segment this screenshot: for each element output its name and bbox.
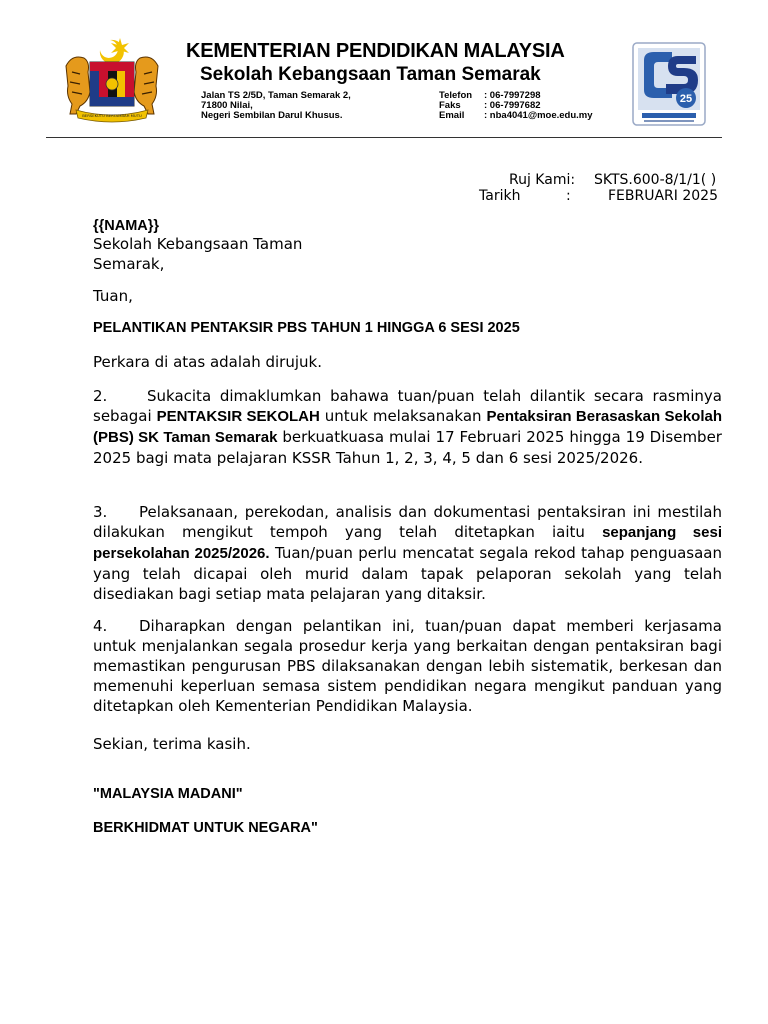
contact-label-telefon: Telefon (439, 90, 473, 101)
paragraph-number: 3. (93, 503, 108, 521)
ministry-name: KEMENTERIAN PENDIDIKAN MALAYSIA (186, 40, 565, 62)
contact-value-telefon: : 06-7997298 (484, 90, 541, 101)
contact-labels (439, 91, 472, 121)
reference-row (478, 172, 728, 188)
motto-malaysia-madani: "MALAYSIA MADANI" (93, 786, 243, 802)
paragraph-4: 4. Diharapkan dengan pelantikan ini, tuan/puan dapat memberi kerjasama untuk menjalankan segala prosedur kerja yang berkaitan dengan pentaksiran bagi memastikan pengurusan PBS dilaksanakan dengan lebih sistematik, berkesan dan memenuhi keperluan semasa sistem pendidikan negara mengikut panduan yang ditetapkan oleh Kementerian Pendidikan Malaysia. (93, 617, 722, 715)
letter-subject: PELANTIKAN PENTAKSIR PBS TAHUN 1 HINGGA 6 SESI 2025 (93, 320, 520, 336)
address-line: 71800 Nilai, (201, 100, 253, 111)
tarikh-value: FEBRUARI 2025 (608, 188, 718, 204)
tarikh-separator: : (566, 188, 571, 204)
reference-block (478, 172, 728, 204)
contact-value-faks: : 06-7997682 (484, 100, 541, 111)
contact-label-faks: Faks (439, 100, 461, 111)
salutation: Tuan, (93, 287, 133, 305)
svg-text:25: 25 (679, 93, 693, 105)
ruj-label: Ruj Kami: (509, 172, 576, 188)
date-row (478, 188, 728, 204)
paragraph-2: 2. Sukacita dimaklumkan bahawa tuan/puan telah dilantik secara rasminya sebagai PENTAKSIR SEKOLAH untuk melaksanakan Pentaksiran Berasaskan Sekolah (PBS) SK Taman Semarak berkuatkuasa mulai 17 Februari 2025 hingga 19 Disember 2025 bagi mata pelajaran KSSR Tahun 1, 2, 3, 4, 5 dan 6 sesi 2025/2026. (93, 387, 722, 467)
closing-line: Sekian, terima kasih. (93, 735, 251, 753)
motto-berkhidmat: BERKHIDMAT UNTUK NEGARA" (93, 820, 318, 836)
recipient-name: {{NAMA}} (93, 218, 160, 234)
address-line: Jalan TS 2/5D, Taman Semarak 2, (201, 90, 351, 101)
contact-value-email: : nba4041@moe.edu.my (484, 110, 593, 121)
address-line: Negeri Sembilan Darul Khusus. (201, 110, 343, 121)
school-address (201, 91, 351, 121)
contact-label-email: Email (439, 110, 465, 121)
paragraph-number: 4. (93, 617, 108, 635)
ruj-value: SKTS.600-8/1/1( ) (594, 172, 717, 188)
recipient-address: Sekolah Kebangsaan Taman Semarak, (93, 235, 303, 273)
paragraph-number: 2. (93, 387, 108, 405)
tarikh-label: Tarikh (479, 188, 521, 204)
program-name: Pentaksiran Berasaskan Sekolah (PBS) SK Taman Semarak (93, 408, 722, 446)
contact-values (484, 91, 593, 121)
paragraph-3: 3. Pelaksanaan, perekodan, analisis dan dokumentasi pentaksiran ini mestilah dilakukan mengikut tempoh yang telah ditetapkan iaitu sepanjang sesi persekolahan 2025/2026. Tuan/puan perlu mencatat segala rekod tahap penguasaan yang telah dicapai oleh murid dalam tapak pelaporan sekolah yang telah disediakan bagi setiap mata pelajaran yang ditaksir. (93, 503, 723, 603)
intro-line: Perkara di atas adalah dirujuk. (93, 353, 322, 371)
appointment-role: PENTAKSIR SEKOLAH (156, 408, 320, 425)
header-divider (46, 137, 722, 138)
malaysia-coat-of-arms-icon (58, 36, 166, 124)
school-25-anniversary-logo-icon (630, 40, 708, 128)
svg-text:BERSEKUTU BERTAMBAH MUTU: BERSEKUTU BERTAMBAH MUTU (82, 113, 142, 118)
school-name: Sekolah Kebangsaan Taman Semarak (200, 64, 541, 85)
session-period: sepanjang sesi persekolahan 2025/2026. (93, 524, 722, 562)
